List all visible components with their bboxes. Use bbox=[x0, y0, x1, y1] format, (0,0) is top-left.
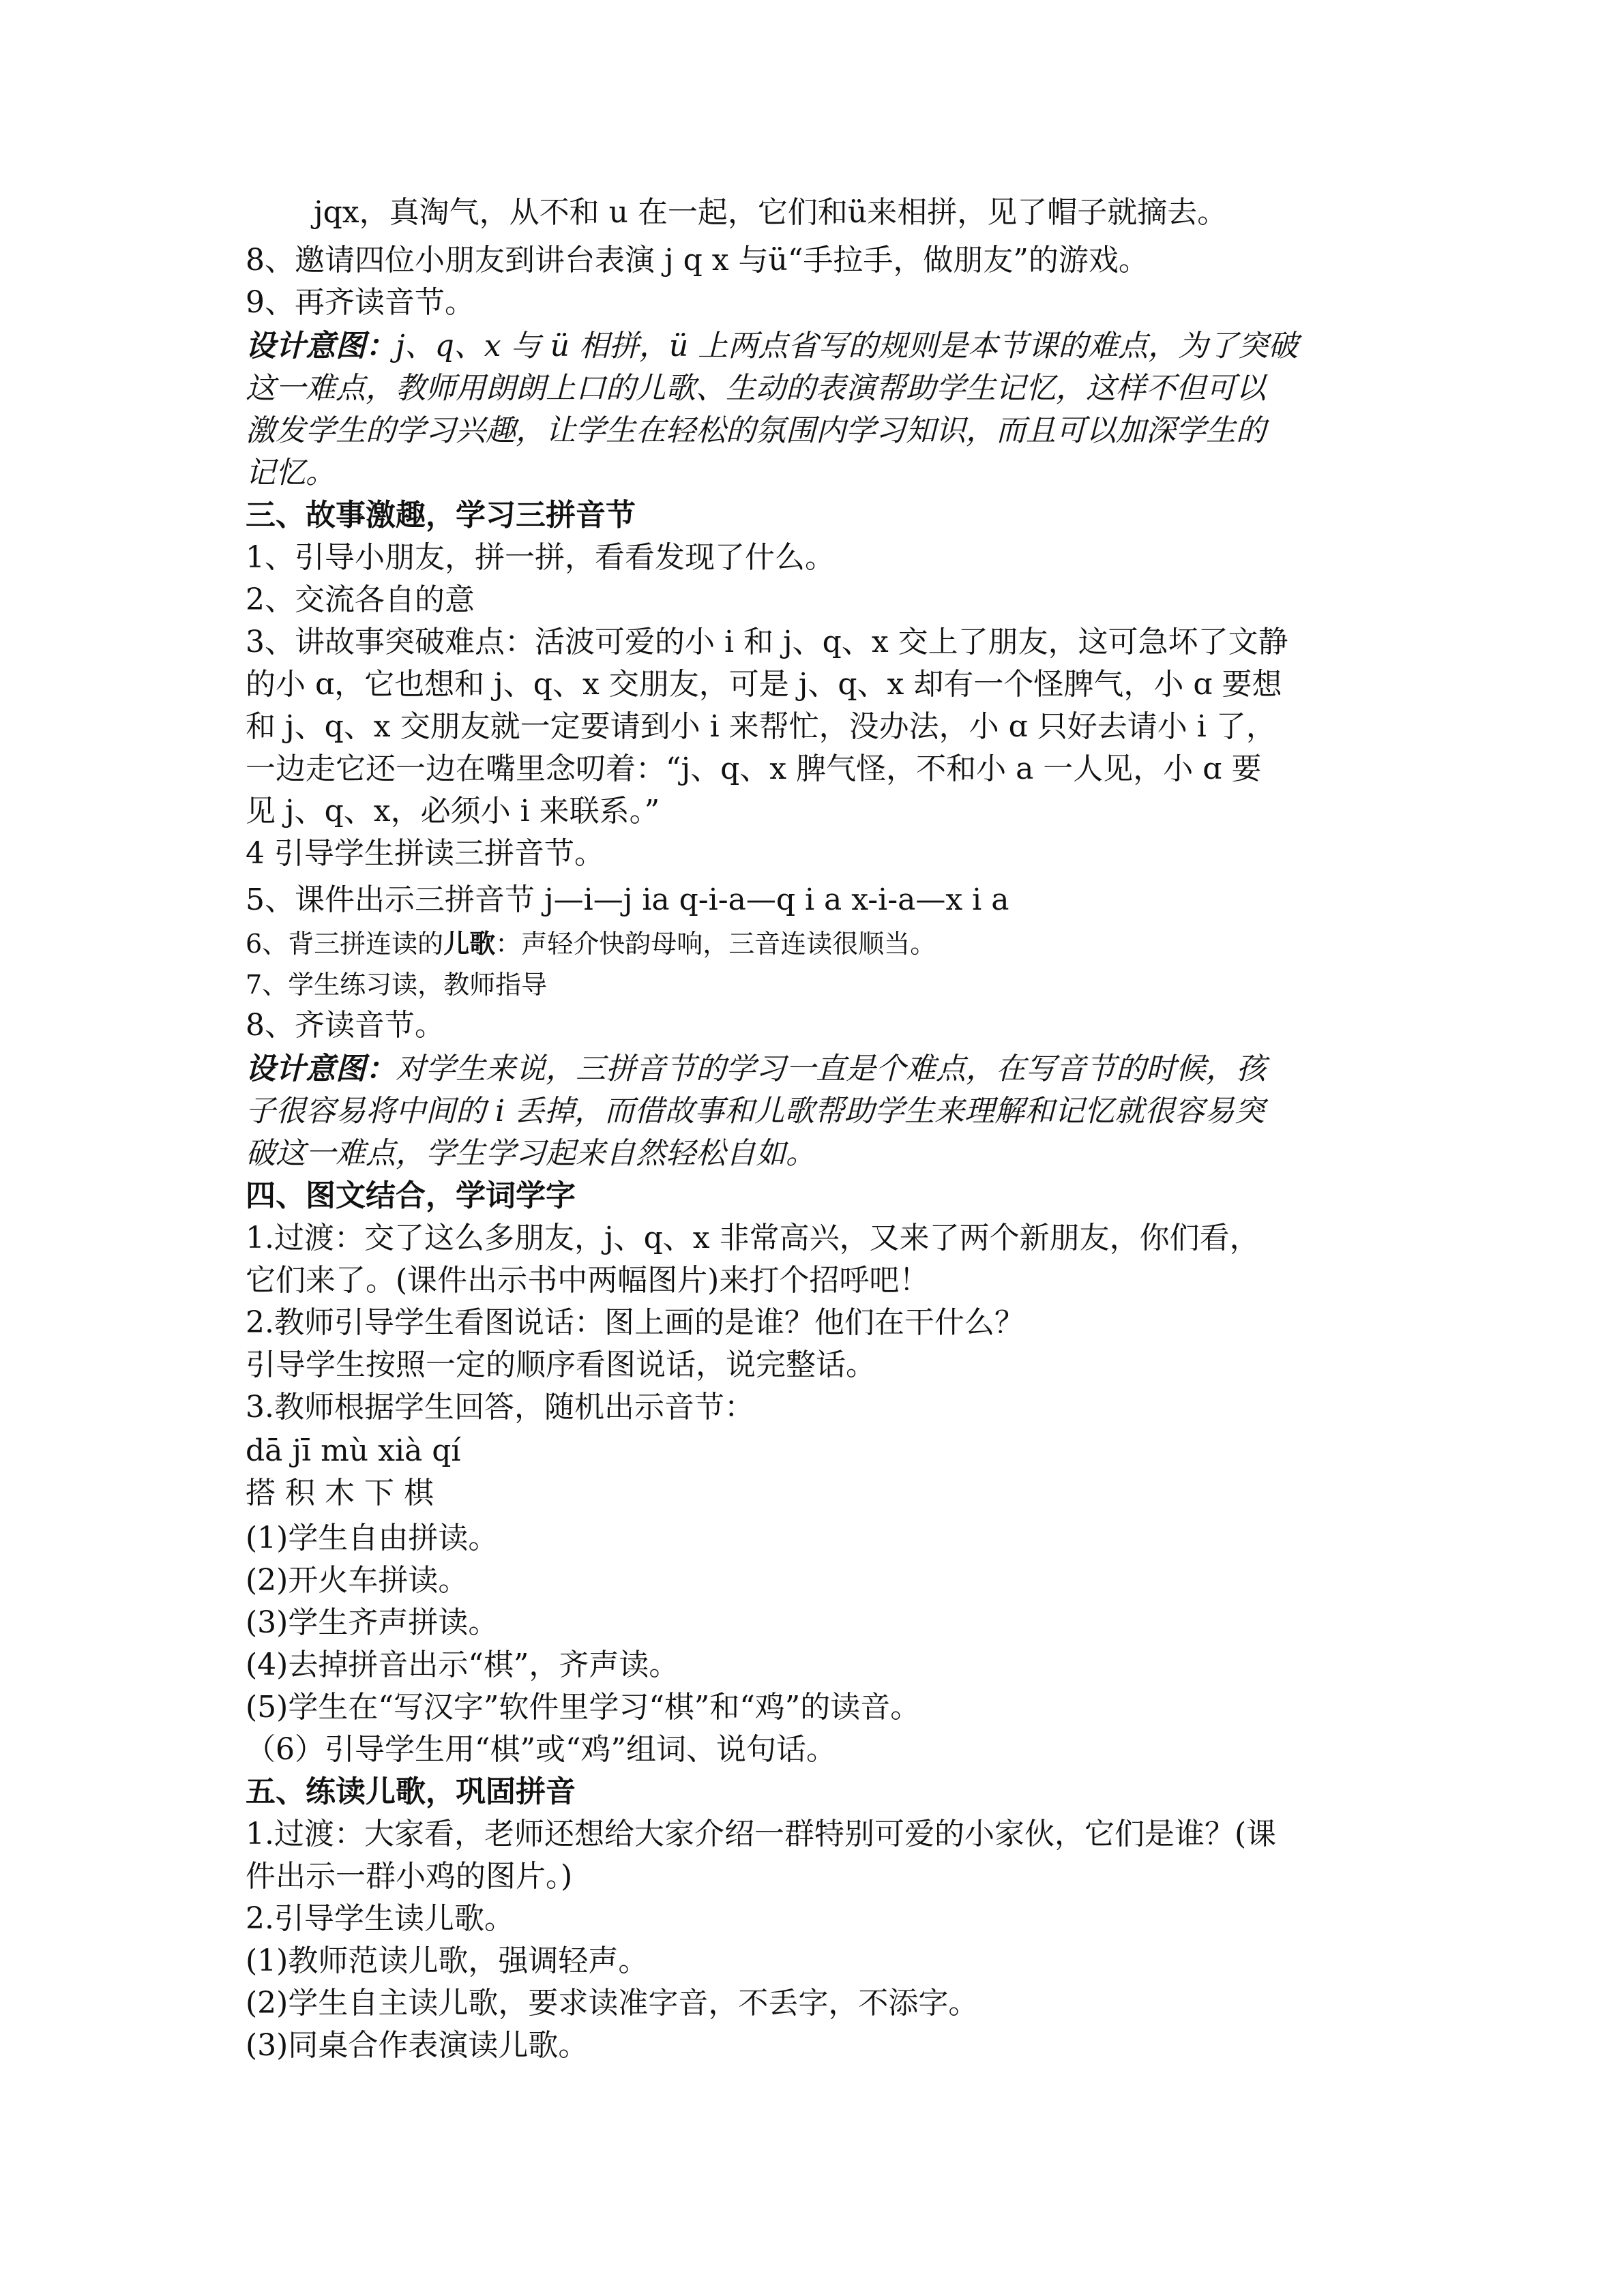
step-5: 5、课件出示三拼音节 j—i—j ia q-i-a—q i a x-i-a—x i a bbox=[246, 882, 1009, 917]
step-2: 2.教师引导学生看图说话：图上画的是谁？他们在干什么？ bbox=[246, 1305, 1024, 1340]
substep-2: (2)学生自主读儿歌，要求读准字音，不丢字，不添字。 bbox=[246, 1986, 979, 2021]
step-1-line: 它们来了。(课件出示书中两幅图片)来打个招呼吧！ bbox=[246, 1263, 930, 1298]
step-9: 9、再齐读音节。 bbox=[246, 285, 475, 320]
substep-1: (1)学生自由拼读。 bbox=[246, 1521, 499, 1555]
design-intent-2 bbox=[246, 1049, 1266, 1090]
section-heading-5: 五、练读儿歌，巩固拼音 bbox=[246, 1774, 576, 1809]
step-2-line: 引导学生按照一定的顺序看图说话，说完整话。 bbox=[246, 1347, 876, 1382]
substep-4: (4)去掉拼音出示“棋”，齐声读。 bbox=[246, 1648, 679, 1682]
rhyme-word: 儿歌 bbox=[443, 928, 496, 959]
design-intent-label: 设计意图： bbox=[246, 1052, 396, 1086]
story-line: 和 j、q、x 交朋友就一定要请到小 i 来帮忙，没办法，小 ɑ 只好去请小 i 了， bbox=[246, 709, 1276, 744]
step-8: 8、邀请四位小朋友到讲台表演 j q x 与ü“手拉手，做朋友”的游戏。 bbox=[246, 243, 1149, 278]
step-2: 2.引导学生读儿歌。 bbox=[246, 1901, 514, 1936]
design-intent-1-line: 这一难点，教师用朗朗上口的儿歌、生动的表演帮助学生记忆，这样不但可以 bbox=[246, 371, 1266, 406]
design-intent-2-line: 破这一难点，学生学习起来自然轻松自如。 bbox=[246, 1136, 816, 1171]
design-intent-label: 设计意图： bbox=[246, 329, 396, 363]
step-8: 8、齐读音节。 bbox=[246, 1008, 445, 1043]
step-3: 3.教师根据学生回答，随机出示音节： bbox=[246, 1390, 754, 1425]
step-7: 7、学生练习读，教师指导 bbox=[246, 970, 548, 1000]
substep-5: (5)学生在“写汉字”软件里学习“棋”和“鸡”的读音。 bbox=[246, 1690, 921, 1725]
step-1: 1.过渡：交了这么多朋友，j、q、x 非常高兴，又来了两个新朋友，你们看， bbox=[246, 1221, 1260, 1255]
design-intent-text: j、q、x 与 ü 相拼，ü 上两点省写的规则是本节课的难点，为了突破 bbox=[396, 329, 1299, 363]
design-intent-2-line: 子很容易将中间的 i 丢掉，而借故事和儿歌帮助学生来理解和记忆就很容易突 bbox=[246, 1094, 1265, 1129]
design-intent-1 bbox=[246, 326, 1298, 367]
step-4: 4 引导学生拼读三拼音节。 bbox=[246, 836, 604, 871]
story-line: 一边走它还一边在嘴里念叨着：“j、q、x 脾气怪，不和小 a 一人见，小 ɑ 要 bbox=[246, 751, 1262, 786]
step-1: 1.过渡：大家看，老师还想给大家介绍一群特别可爱的小家伙，它们是谁？(课 bbox=[246, 1817, 1277, 1851]
design-intent-text: 对学生来说，三拼音节的学习一直是个难点，在写音节的时候，孩 bbox=[396, 1052, 1266, 1086]
step-1: 1、引导小朋友，拼一拼，看看发现了什么。 bbox=[246, 540, 835, 575]
substep-2: (2)开火车拼读。 bbox=[246, 1563, 469, 1598]
hanzi-row: 搭 积 木 下 棋 bbox=[246, 1476, 434, 1510]
substep-1: (1)教师范读儿歌，强调轻声。 bbox=[246, 1943, 649, 1978]
story-line: 见 j、q、x，必须小 i 来联系。” bbox=[246, 794, 660, 829]
step-3: 3、讲故事突破难点：活波可爱的小 i 和 j、q、x 交上了朋友，这可急坏了文静 bbox=[246, 625, 1288, 659]
pinyin-row: dā jī mù xià qí bbox=[246, 1433, 461, 1468]
substep-6: （6）引导学生用“棋”或“鸡”组词、说句话。 bbox=[246, 1732, 836, 1767]
step-6: 6、背三拼连读的儿歌：声轻介快韵母响，三音连读很顺当。 bbox=[246, 928, 936, 959]
rhyme-line: jqx，真淘气，从不和 u 在一起，它们和ü来相拼，见了帽子就摘去。 bbox=[314, 195, 1228, 230]
substep-3: (3)学生齐声拼读。 bbox=[246, 1605, 499, 1640]
step-1-line: 件出示一群小鸡的图片。) bbox=[246, 1859, 573, 1894]
substep-3: (3)同桌合作表演读儿歌。 bbox=[246, 2028, 589, 2063]
section-heading-4: 四、图文结合，学词学字 bbox=[246, 1178, 576, 1213]
section-heading-3: 三、故事激趣，学习三拼音节 bbox=[246, 498, 636, 533]
design-intent-1-line: 激发学生的学习兴趣，让学生在轻松的氛围内学习知识，而且可以加深学生的 bbox=[246, 413, 1266, 448]
story-line: 的小 ɑ，它也想和 j、q、x 交朋友，可是 j、q、x 却有一个怪脾气，小 ɑ 要想 bbox=[246, 667, 1282, 702]
step-2: 2、交流各自的意 bbox=[246, 582, 475, 617]
design-intent-1-line: 记忆。 bbox=[246, 456, 336, 490]
